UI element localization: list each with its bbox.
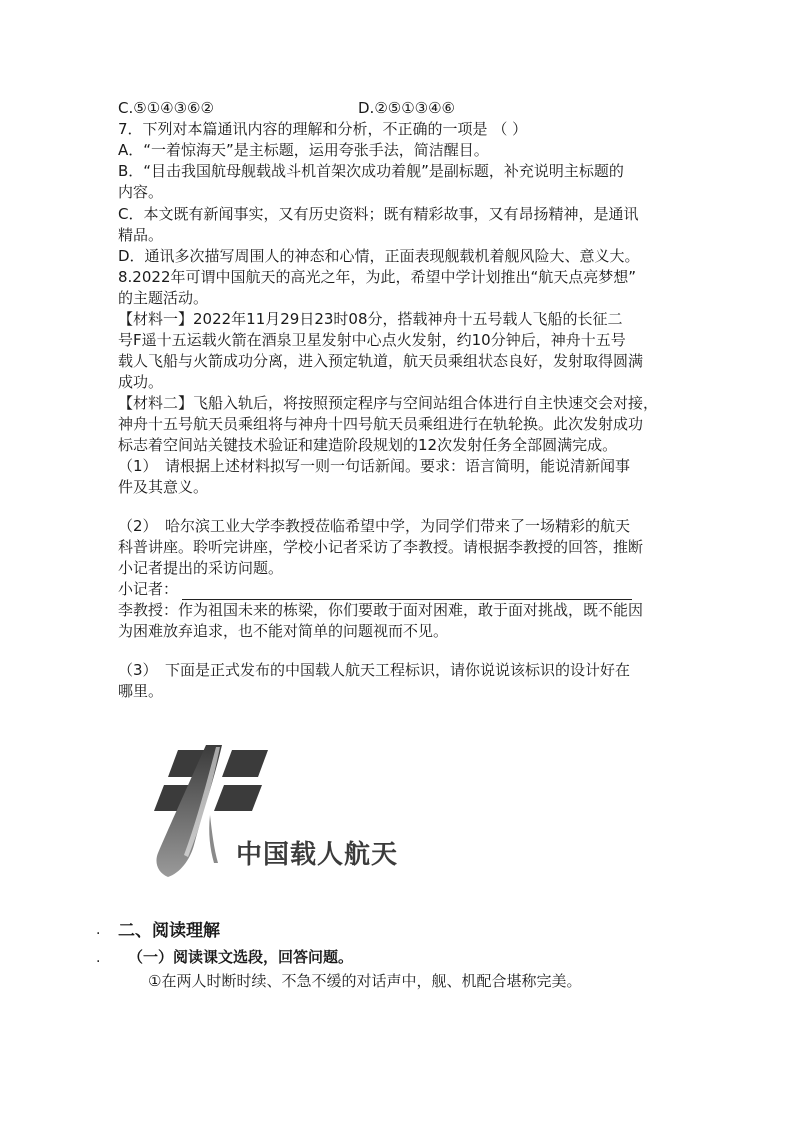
subsection-title: （一）阅读课文选段，回答问题。 [128, 948, 354, 966]
material1-line1: 【材料一】2022年11月29日23时08分，搭载神舟十五号载人飞船的长征二 [118, 310, 623, 328]
professor-reply-line2: 为困难放弃追求，也不能对简单的问题视而不见。 [118, 622, 449, 640]
subquestion3-line2: 哪里。 [118, 682, 164, 700]
subquestion2-line1: （2） 哈尔滨工业大学李教授莅临希望中学，为同学们带来了一场精彩的航天 [118, 517, 631, 535]
subquestion2-line3: 小记者提出的采访问题。 [118, 559, 284, 577]
material1-line3: 载人飞船与火箭成功分离，进入预定轨道，航天员乘组状态良好，发射取得圆满 [118, 352, 644, 370]
material2-line2: 神舟十五号航天员乘组将与神舟十四号航天员乘组进行在轨轮换。此次发射成功 [118, 415, 644, 433]
logo-square-bottom-right [214, 785, 262, 811]
q7-option-c-line1: C．本文既有新闻事实，又有历史资料；既有精彩故事，又有昂扬精神，是通讯 [118, 205, 639, 223]
q7-option-a: A．“一着惊海天”是主标题，运用夸张手法，简洁醒目。 [118, 141, 489, 159]
q8-stem-line1: 8.2022年可谓中国航天的高光之年，为此，希望中学计划推出“航天点亮梦想” [118, 268, 637, 286]
q7-option-c-line2: 精品。 [118, 226, 164, 244]
logo-text: 中国载人航天 [236, 840, 399, 870]
option-row-cd [118, 97, 678, 119]
q8-stem-line2: 的主题活动。 [118, 289, 209, 307]
q7-stem: 7．下列对本篇通讯内容的理解和分析，不正确的一项是 （ ） [118, 120, 528, 138]
option-d: D.②⑤①③④⑥ [358, 99, 456, 117]
option-c: C.⑤①④③⑥② [118, 99, 214, 117]
subquestion1-line1: （1） 请根据上述材料拟写一则一句话新闻。要求：语言简明，能说清新闻事 [118, 457, 631, 475]
material2-line3: 标志着空间站关键技术验证和建造阶段规划的12次发射任务全部圆满完成。 [118, 436, 618, 454]
professor-reply-line1: 李教授：作为祖国未来的栋梁，你们要敢于面对困难，敢于面对挑战，既不能因 [118, 601, 644, 619]
subquestion3-line1: （3） 下面是正式发布的中国载人航天工程标识，请你说说该标识的设计好在 [118, 661, 631, 679]
subquestion2-line2: 科普讲座。聆听完讲座，学校小记者采访了李教授。请根据李教授的回答，推断 [118, 538, 644, 556]
material2-line1: 【材料二】飞船入轨后，将按照预定程序与空间站组合体进行自主快速交会对接， [118, 394, 659, 412]
q7-option-d: D．通讯多次描写周围人的神态和心情，正面表现舰载机着舰风险大、意义大。 [118, 247, 640, 265]
subquestion1-line2: 件及其意义。 [118, 478, 209, 496]
section-title: 二、阅读理解 [118, 921, 220, 941]
subsection-marker: . [96, 950, 101, 966]
q7-option-b-line2: 内容。 [118, 183, 164, 201]
reporter-answer-blank[interactable] [182, 584, 632, 600]
reporter-label: 小记者： [118, 580, 179, 598]
logo-trail-streak [209, 815, 218, 863]
section-marker: . [96, 922, 101, 938]
logo-square-top-right [222, 750, 268, 777]
reading-paragraph-1: ①在两人时断时续、不急不缓的对话声中，舰、机配合堪称完美。 [148, 972, 582, 990]
material1-line4: 成功。 [118, 373, 164, 391]
material1-line2: 号F遥十五运载火箭在酒泉卫星发射中心点火发射，约10分钟后，神舟十五号 [118, 331, 626, 349]
q7-option-b-line1: B．“目击我国航母舰载战斗机首架次成功着舰”是副标题，补充说明主标题的 [118, 162, 624, 180]
reporter-answer-row [118, 578, 678, 600]
